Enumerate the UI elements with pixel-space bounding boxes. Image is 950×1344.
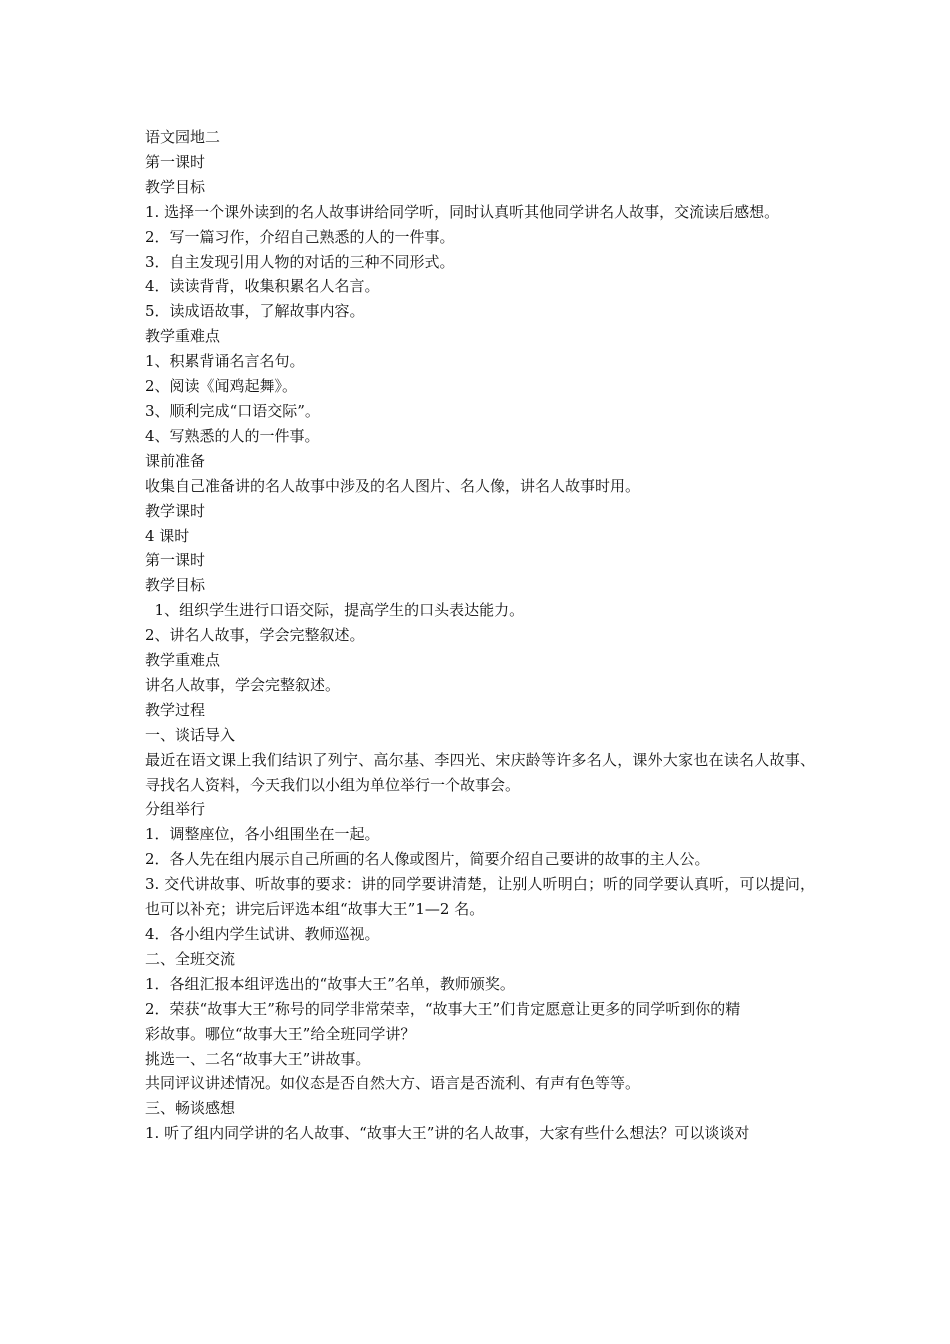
paragraph: 讲名人故事，学会完整叙述。 [145, 675, 341, 694]
section-heading: 教学目标 [145, 576, 206, 595]
list-item: 1. 听了组内同学讲的名人故事、“故事大王”讲的名人故事，大家有些什么想法？可以谈谈对 [145, 1124, 750, 1143]
document-body [145, 125, 815, 1146]
section-heading: 教学目标 [145, 177, 206, 196]
list-item: 4．读读背背，收集积累名人名言。 [145, 277, 380, 296]
section-heading: 二、全班交流 [145, 949, 236, 968]
list-item: 2．荣获“故事大王”称号的同学非常荣幸，“故事大王”们肯定愿意让更多的同学听到你的精 [145, 999, 741, 1018]
section-heading: 教学课时 [145, 501, 206, 520]
section-heading: 一、谈话导入 [145, 725, 236, 744]
doc-title: 语文园地二 [145, 128, 221, 146]
section-heading: 第一课时 [145, 551, 206, 570]
paragraph: 挑选一、二名“故事大王”讲故事。 [145, 1049, 371, 1068]
paragraph: 收集自己准备讲的名人故事中涉及的名人图片、名人像，讲名人故事时用。 [145, 476, 641, 495]
list-item: 5．读成语故事，了解故事内容。 [145, 302, 365, 321]
paragraph: 4 课时 [145, 526, 190, 545]
section-heading: 课前准备 [145, 451, 206, 470]
section-heading: 三、畅谈感想 [145, 1099, 236, 1118]
section-heading: 分组举行 [145, 800, 206, 819]
list-item: 3．自主发现引用人物的对话的三种不同形式。 [145, 252, 455, 271]
list-item: 1．各组汇报本组评选出的“故事大王”名单，教师颁奖。 [145, 974, 515, 993]
section-heading: 教学过程 [145, 700, 206, 719]
section-heading: 教学重难点 [145, 327, 221, 346]
paragraph: 最近在语文课上我们结识了列宁、高尔基、李四光、宋庆龄等许多名人，课外大家也在读名人故事、寻找名人资料，今天我们以小组为单位举行一个故事会。 [145, 750, 815, 794]
list-item: 1、组织学生进行口语交际，提高学生的口头表达能力。 [145, 601, 525, 620]
paragraph: 共同评议讲述情况。如仪态是否自然大方、语言是否流利、有声有色等等。 [145, 1074, 641, 1093]
paragraph: 1. 选择一个课外读到的名人故事讲给同学听，同时认真听其他同学讲名人故事，交流读后感想。 [145, 202, 780, 221]
list-item: 1．调整座位，各小组围坐在一起。 [145, 825, 380, 844]
section-heading: 教学重难点 [145, 651, 221, 670]
list-item: 2．各人先在组内展示自己所画的名人像或图片，简要介绍自己要讲的故事的主人公。 [145, 850, 710, 869]
list-item: 3. 交代讲故事、听故事的要求：讲的同学要讲清楚，让别人听明白；听的同学要认真听，可以提问，也可以补充；讲完后评选本组“故事大王”1—2 名。 [145, 875, 815, 919]
list-item: 4．各小组内学生试讲、教师巡视。 [145, 925, 380, 943]
list-item: 3、顺利完成“口语交际”。 [145, 401, 320, 420]
list-item: 2、阅读《闻鸡起舞》。 [145, 377, 298, 396]
list-item: 1、积累背诵名言名句。 [145, 352, 305, 371]
list-item: 2、讲名人故事，学会完整叙述。 [145, 626, 365, 645]
list-item: 4、写熟悉的人的一件事。 [145, 426, 320, 445]
list-item: 2．写一篇习作，介绍自己熟悉的人的一件事。 [145, 227, 455, 246]
paragraph: 彩故事。哪位“故事大王”给全班同学讲？ [145, 1024, 416, 1043]
section-heading: 第一课时 [145, 152, 206, 171]
